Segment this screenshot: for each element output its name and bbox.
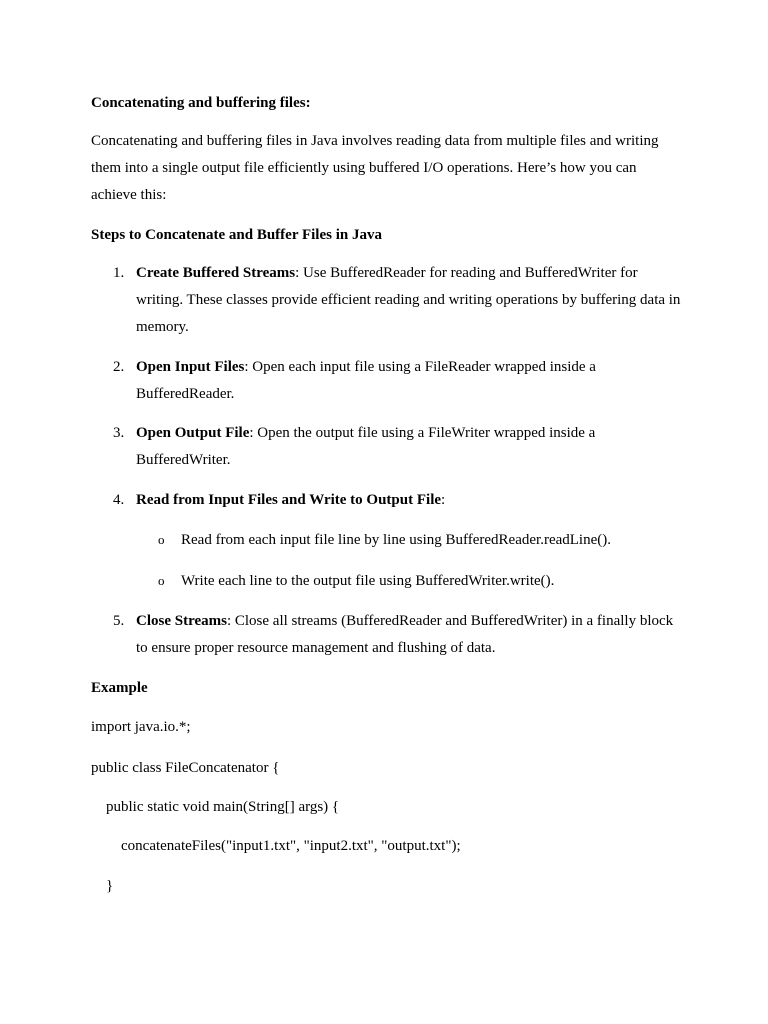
code-line: } [106, 878, 114, 894]
intro-paragraph: Concatenating and buffering files in Java involves reading data from multiple files and writing them into a single output file efficiently using buffered I/O operations. Here’s how you can achieve this: [91, 133, 659, 203]
list-item-number: 4. [113, 492, 125, 508]
list-item-text: : Open each input file using a FileReader wrapped inside a BufferedReader. [136, 359, 596, 402]
code-line: public static void main(String[] args) { [106, 799, 340, 815]
bullet-icon: o [158, 532, 165, 547]
list-item-title: Create Buffered Streams [136, 265, 296, 281]
list-item-number: 2. [113, 359, 125, 375]
list-item-text: : [441, 492, 446, 508]
list-item-text: : Close all streams (BufferedReader and BufferedWriter) in a finally block to ensure proper resource management and flushing of data. [136, 613, 674, 656]
example-heading: Example [91, 680, 148, 696]
list-item-number: 5. [113, 613, 125, 629]
steps-heading: Steps to Concatenate and Buffer Files in Java [91, 227, 382, 243]
section-title: Concatenating and buffering files: [91, 95, 311, 111]
list-item-title: Read from Input Files and Write to Output File [136, 492, 442, 508]
list-item-title: Close Streams [136, 613, 227, 629]
list-item-number: 1. [113, 265, 125, 281]
list-item-number: 3. [113, 425, 125, 441]
list-item-text: : Open the output file using a FileWriter wrapped inside a BufferedWriter. [136, 425, 596, 468]
code-line: public class FileConcatenator { [91, 760, 280, 776]
list-item-title: Open Output File [136, 425, 250, 441]
code-line: concatenateFiles("input1.txt", "input2.txt", "output.txt"); [121, 838, 461, 854]
list-item-title: Open Input Files [136, 359, 245, 375]
bullet-icon: o [158, 573, 165, 588]
sub-list-item-text: Write each line to the output file using BufferedWriter.write(). [181, 573, 555, 589]
code-line: import java.io.*; [91, 719, 191, 735]
list-item-text: : Use BufferedReader for reading and BufferedWriter for writing. These classes provide efficient reading and writing operations by buffering data in memory. [136, 265, 681, 335]
sub-list-item-text: Read from each input file line by line using BufferedReader.readLine(). [181, 532, 611, 548]
